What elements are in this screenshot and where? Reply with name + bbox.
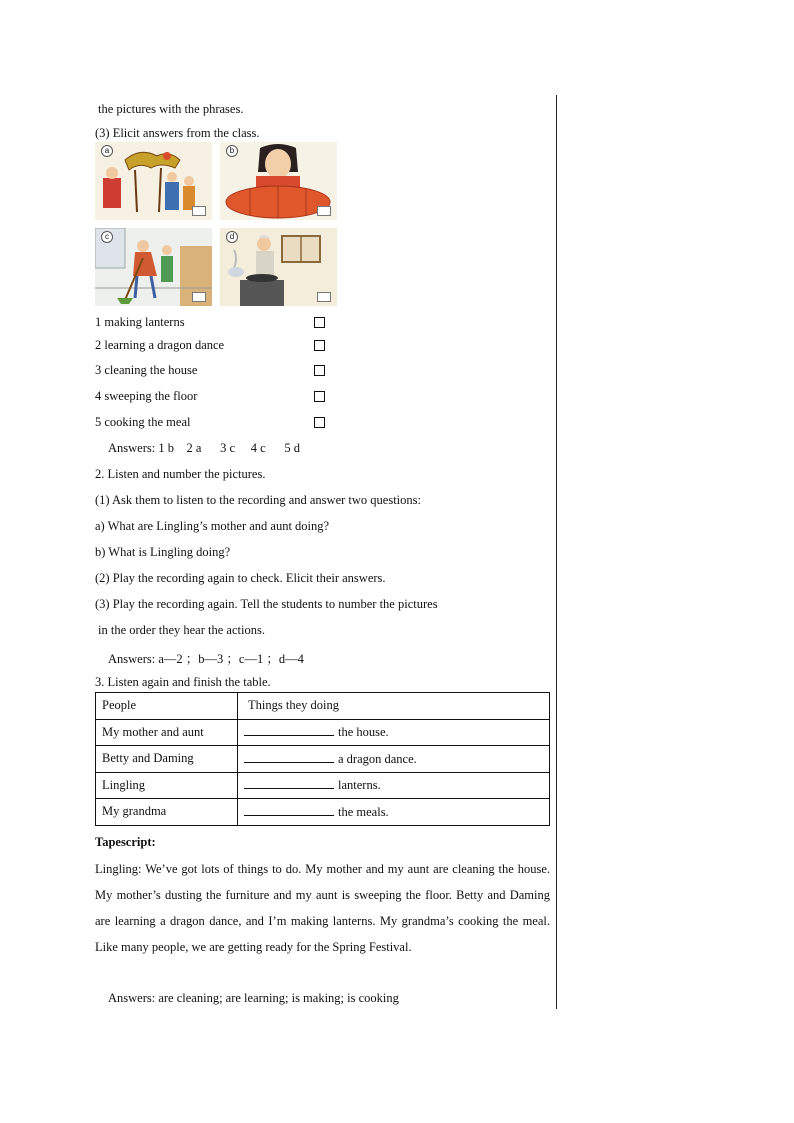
- picture-grid: [95, 142, 341, 308]
- match-item-label: 3 cleaning the house: [95, 363, 198, 377]
- answer-blank[interactable]: [244, 804, 334, 816]
- table-row: [96, 799, 550, 826]
- row-person: My mother and aunt: [96, 719, 238, 746]
- match-item-label: 5 cooking the meal: [95, 415, 191, 429]
- section-2-step-3: (3) Play the recording again. Tell the students to number the pictures: [95, 597, 438, 611]
- question-a: a) What are Lingling’s mother and aunt doing?: [95, 519, 330, 533]
- answers-3: Answers: are cleaning; are learning; is making; is cooking: [108, 991, 399, 1005]
- answer-blank[interactable]: [244, 724, 334, 736]
- row-suffix: the house.: [338, 725, 389, 740]
- picture-c: [95, 228, 212, 306]
- picture-c-letter: c: [101, 231, 113, 243]
- row-person: My grandma: [96, 799, 238, 826]
- row-suffix: the meals.: [338, 804, 389, 819]
- header-things-label: Things they doing: [248, 698, 339, 713]
- match-item-label: 2 learning a dragon dance: [95, 338, 225, 352]
- section-2-step-1: (1) Ask them to listen to the recording and answer two questions:: [95, 493, 421, 507]
- match-item: [95, 363, 330, 378]
- intro-line: the pictures with the phrases.: [98, 102, 244, 116]
- picture-b: [220, 142, 337, 220]
- row-answer: [238, 719, 550, 746]
- match-checkbox[interactable]: [314, 391, 325, 402]
- answers-2: Answers: a—2 ；b—3 ；c—1 ；d—4: [108, 652, 304, 666]
- match-checkbox[interactable]: [314, 365, 325, 376]
- row-answer: [238, 772, 550, 799]
- answers-1: Answers: 1 b 2 a 3 c 4 c 5 d: [108, 441, 300, 455]
- row-suffix: a dragon dance.: [338, 751, 417, 766]
- table-row: [96, 772, 550, 799]
- match-item-label: 1 making lanterns: [95, 315, 185, 329]
- picture-b-answer-box[interactable]: [317, 206, 331, 216]
- section-2-title: 2. Listen and number the pictures.: [95, 467, 266, 481]
- tapescript-title-text: Tapescript:: [95, 835, 156, 849]
- match-item-label: 4 sweeping the floor: [95, 389, 198, 403]
- section-2-step-3-cont: in the order they hear the actions.: [98, 623, 265, 637]
- step-3-elicit: (3) Elicit answers from the class.: [95, 126, 260, 140]
- header-things: [238, 693, 550, 720]
- question-b: b) What is Lingling doing?: [95, 545, 231, 559]
- match-item: [95, 389, 330, 404]
- picture-c-answer-box[interactable]: [192, 292, 206, 302]
- answer-blank[interactable]: [244, 751, 334, 763]
- picture-a-answer-box[interactable]: [192, 206, 206, 216]
- row-answer: [238, 746, 550, 773]
- row-person: Betty and Daming: [96, 746, 238, 773]
- tapescript-title: [95, 835, 156, 850]
- match-item: [95, 315, 330, 330]
- picture-d-answer-box[interactable]: [317, 292, 331, 302]
- table-header-row: [96, 693, 550, 720]
- match-checkbox[interactable]: [314, 417, 325, 428]
- match-item: [95, 338, 330, 353]
- picture-a: [95, 142, 212, 220]
- picture-b-letter: b: [226, 145, 238, 157]
- picture-a-letter: a: [101, 145, 113, 157]
- row-suffix: lanterns.: [338, 778, 381, 793]
- header-people: People: [96, 693, 238, 720]
- table-row: [96, 719, 550, 746]
- match-checkbox[interactable]: [314, 317, 325, 328]
- row-answer: [238, 799, 550, 826]
- picture-d-letter: d: [226, 231, 238, 243]
- tapescript-body: Lingling: We’ve got lots of things to do. My mother and my aunt are cleaning the house. My mother’s dusting the furniture and my aunt is sweeping the floor. Betty and Daming are learning a dragon dance, and I’m making lanterns. My grandma’s cooking the meal. Like many people, we are getting ready for the Spring Festival.: [95, 862, 550, 954]
- margin-rule: [556, 95, 557, 1009]
- activity-table: [95, 692, 550, 826]
- section-3-title: 3. Listen again and finish the table.: [95, 675, 271, 689]
- answer-blank[interactable]: [244, 777, 334, 789]
- picture-d: [220, 228, 337, 306]
- section-2-step-2: (2) Play the recording again to check. Elicit their answers.: [95, 571, 386, 585]
- table-row: [96, 746, 550, 773]
- match-checkbox[interactable]: [314, 340, 325, 351]
- row-person: Lingling: [96, 772, 238, 799]
- match-item: [95, 415, 330, 430]
